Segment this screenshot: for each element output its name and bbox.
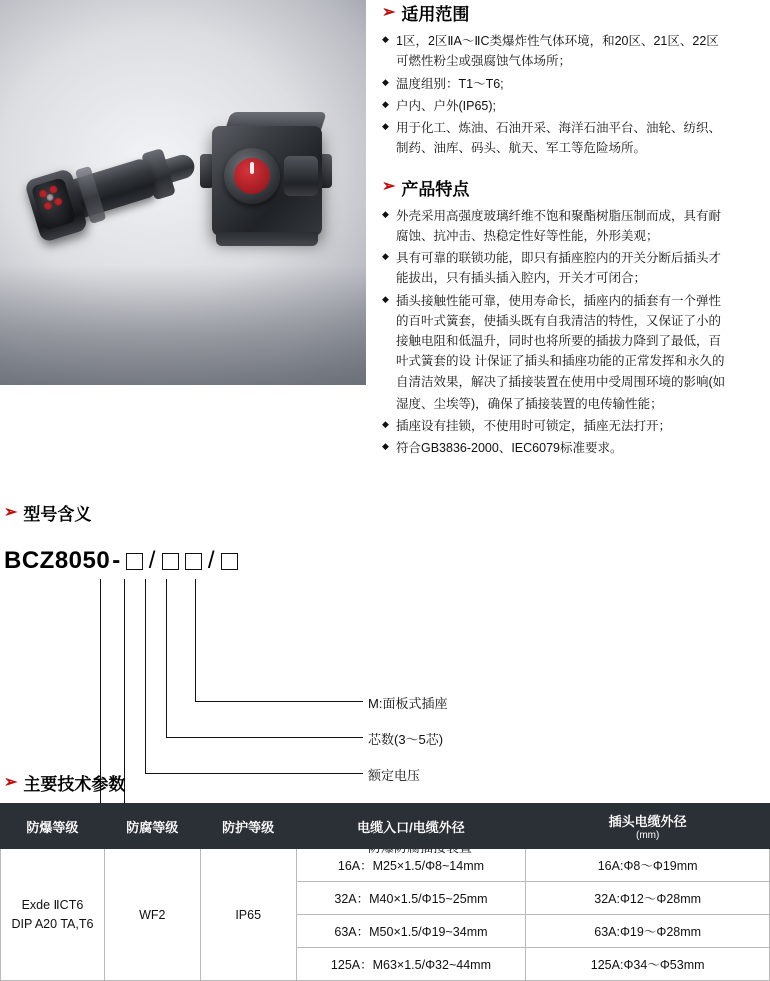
leader-h-cores (166, 737, 363, 738)
model-slash-1: / (148, 547, 156, 574)
model-slash-2: / (207, 547, 216, 574)
bullet-line: ◆ 温度组别：T1～T6; (396, 76, 504, 91)
col-plug-cable-od-main: 插头电缆外径 (608, 814, 687, 829)
list-item (382, 416, 770, 436)
model-label-type: M:面板式插座 (368, 696, 448, 711)
list-item (382, 118, 770, 159)
list-item-continuation (382, 394, 770, 414)
cell-cable-entry: 125A：M63×1.5/Φ32~44mm (296, 948, 526, 981)
col-ex-grade: 防爆等级 (1, 804, 105, 849)
bullet-line: ◆ 1区，2区ⅡA～ⅡC类爆炸性气体环境，和20区、21区、22区 (396, 34, 719, 48)
leader-line-cores (166, 579, 167, 737)
list-item (382, 438, 770, 458)
model-code (4, 547, 770, 575)
table-row (1, 849, 770, 882)
arrow-icon: ➢ (4, 773, 18, 791)
list-item (382, 248, 770, 289)
list-item (382, 31, 770, 72)
col-cable-entry: 电缆入口/电缆外径 (296, 804, 526, 849)
section-title-features: 产品特点 (401, 179, 470, 199)
section-title-scope: 适用范围 (401, 5, 470, 24)
ex-grade-line2: DIP A20 TA,T6 (11, 916, 94, 931)
cell-corrosion-grade: WF2 (104, 849, 200, 981)
model-code-prefix: BCZ8050 (4, 547, 111, 574)
bullet-line: 湿度、尘埃等)，确保了插接装置的电传输性能； (396, 396, 663, 411)
cell-ex-grade (1, 849, 105, 981)
section-heading-scope (382, 0, 770, 25)
cell-plug-od: 32A:Φ12～Φ28mm (526, 882, 770, 915)
socket-device-image (192, 108, 342, 258)
list-item (382, 74, 770, 94)
section-title-model: 型号含义 (23, 505, 92, 524)
cell-plug-od: 63A:Φ19～Φ28mm (526, 915, 770, 948)
bullet-line: ◆ 符合GB3836-2000、IEC6079标准要求。 (396, 441, 623, 456)
bullet-line: 制药、油库、码头、航天、军工等危险场所。 (396, 141, 647, 156)
arrow-icon: ➢ (4, 503, 18, 521)
cell-cable-entry: 63A：M50×1.5/Φ19~34mm (296, 915, 526, 948)
bullet-line: 自清洁效果，解决了插接装置在使用中受周围环境的影响(如 (396, 374, 726, 389)
list-item (382, 291, 770, 392)
bullet-line: 的百叶式簧套，使插头既有自我清洁的特性，又保证了小的 (396, 313, 722, 328)
model-section (0, 500, 770, 794)
plug-device-image (23, 133, 196, 247)
bullet-line: ◆ 户内、户外(IP65); (396, 98, 497, 113)
bullet-line: 能拔出，只有插头插入腔内，开关才可闭合； (396, 271, 647, 286)
bullet-line: ◆ 用于化工、炼油、石油开采、海洋石油平台、油轮、纺织、 (396, 121, 722, 135)
section-heading-params (0, 770, 770, 795)
model-box-type (221, 553, 238, 570)
section-heading-model (0, 500, 770, 525)
list-item (382, 206, 770, 247)
params-table (0, 803, 770, 981)
leader-line-voltage (145, 579, 146, 773)
arrow-icon: ➢ (382, 178, 396, 195)
bullet-line: 接触电阻和低温升，同时也将所要的插拔力降到了最低，百 (396, 334, 722, 348)
scope-bullet-list (382, 31, 770, 159)
bullet-line: ◆ 插头接触性能可靠，使用寿命长，插座内的插套有一个弹性 (396, 293, 722, 308)
section-heading-features (382, 175, 770, 200)
model-leader-diagram (0, 579, 770, 794)
cell-plug-od: 125A:Φ34～Φ53mm (526, 948, 770, 981)
bullet-line: 可燃性粉尘或强腐蚀气体场所； (396, 54, 572, 69)
model-box-current (126, 553, 143, 570)
leader-h-type (195, 701, 363, 702)
bullet-line: ◆ 外壳采用高强度玻璃纤维不饱和聚酯树脂压制而成，具有耐 (396, 208, 722, 223)
params-section (0, 770, 770, 981)
section-title-params: 主要技术参数 (23, 775, 126, 794)
cell-plug-od: 16A:Φ8～Φ19mm (526, 849, 770, 882)
col-protection-grade: 防护等级 (200, 804, 296, 849)
right-text-column (366, 0, 770, 500)
table-header-row (1, 804, 770, 849)
arrow-icon: ➢ (382, 3, 396, 21)
cell-protection-grade: IP65 (200, 849, 296, 981)
bullet-line: ◆ 插座设有挂锁，不使用时可锁定，插座无法打开； (396, 419, 672, 433)
bullet-line: 叶式簧套的设 计保证了插头和插座功能的正常发挥和永久的 (396, 354, 725, 369)
model-code-dash: - (112, 547, 121, 574)
list-item (382, 96, 770, 116)
ex-grade-line1: Exde ⅡCT6 (21, 897, 84, 912)
bullet-line: 腐蚀、抗冲击、热稳定性好等性能，外形美观； (396, 228, 659, 243)
col-plug-cable-od-sub: (mm) (635, 830, 660, 841)
product-photo (0, 0, 366, 385)
col-corrosion-grade: 防腐等级 (104, 804, 200, 849)
model-label-cores: 芯数(3～5芯) (368, 732, 444, 747)
bullet-line: ◆ 具有可靠的联锁功能，即只有插座腔内的开关分断后插头才 (396, 251, 722, 265)
features-bullet-list (382, 206, 770, 459)
model-box-cores (185, 553, 202, 570)
cell-cable-entry: 32A：M40×1.5/Φ15~25mm (296, 882, 526, 915)
col-plug-cable-od (526, 804, 770, 849)
leader-line-type (195, 579, 196, 701)
cell-cable-entry: 16A：M25×1.5/Φ8~14mm (296, 849, 526, 882)
model-box-voltage (162, 553, 179, 570)
model-label-voltage: 额定电压 (368, 768, 421, 783)
